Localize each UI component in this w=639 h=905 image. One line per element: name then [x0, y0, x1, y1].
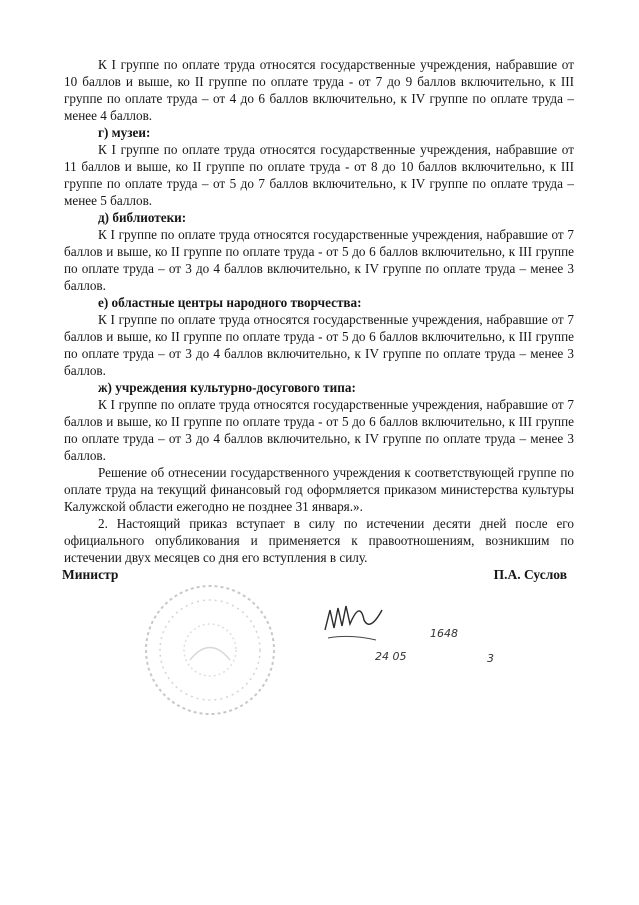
heading-folk-art-centers: е) областные центры народного творчества:	[98, 295, 362, 310]
registration-date: 24 05	[375, 650, 407, 663]
paragraph-museums: К I группе по оплате труда относятся государственные учреждения, набравшие от 11 баллов и выше, ко II группе по оплате труда - от 8 до 10 баллов включительно, к III группе по оплате труда – от 5 до 7 баллов включительно, к IV группе по оплате труда – менее 5 баллов.	[64, 142, 574, 208]
document-body	[64, 56, 574, 566]
signatory-name: П.А. Суслов	[493, 567, 567, 582]
registration-number: 1648	[430, 627, 458, 640]
heading-museums: г) музеи:	[98, 125, 151, 140]
heading-leisure-institutions: ж) учреждения культурно-досугового типа:	[98, 380, 356, 395]
paragraph-group-rules-theatres: К I группе по оплате труда относятся государственные учреждения, набравшие от 10 баллов и выше, ко II группе по оплате труда - от 7 до 9 баллов включительно, к III группе по оплате труда – от 4 до 6 баллов включительно, к IV группе по оплате труда – менее 4 баллов.	[64, 57, 574, 123]
paragraph-libraries: К I группе по оплате труда относятся государственные учреждения, набравшие от 7 баллов и выше, ко II группе по оплате труда - от 5 до 6 баллов включительно, к III группе по оплате труда – от 3 до 4 баллов включительно, к IV группе по оплате труда – менее 3 баллов.	[64, 227, 574, 293]
paragraph-effective-date: 2. Настоящий приказ вступает в силу по истечении десяти дней после его официального опубликования и применяется к правоотношениям, возникшим по истечении двух месяцев со дня его вступления в силу.	[64, 516, 574, 565]
official-seal-stamp	[140, 580, 280, 720]
paragraph-folk-art-centers: К I группе по оплате труда относятся государственные учреждения, набравшие от 7 баллов и выше, ко II группе по оплате труда - от 5 до 6 баллов включительно, к III группе по оплате труда – от 3 до 4 баллов включительно, к IV группе по оплате труда – менее 3 баллов.	[64, 312, 574, 378]
paragraph-decision: Решение об отнесении государственного учреждения к соответствующей группе по оплате труда на текущий финансовый год оформляется приказом министерства культуры Калужской области ежегодно не позднее 31 января.».	[64, 465, 574, 514]
signature-block	[62, 567, 567, 587]
paragraph-leisure-institutions: К I группе по оплате труда относятся государственные учреждения, набравшие от 7 баллов и выше, ко II группе по оплате труда - от 5 до 6 баллов включительно, к III группе по оплате труда – от 3 до 4 баллов включительно, к IV группе по оплате труда – менее 3 баллов.	[64, 397, 574, 463]
signatory-title: Министр	[62, 567, 119, 582]
heading-libraries: д) библиотеки:	[98, 210, 187, 225]
registration-mark: 3	[487, 652, 494, 665]
handwritten-signature	[320, 590, 390, 650]
